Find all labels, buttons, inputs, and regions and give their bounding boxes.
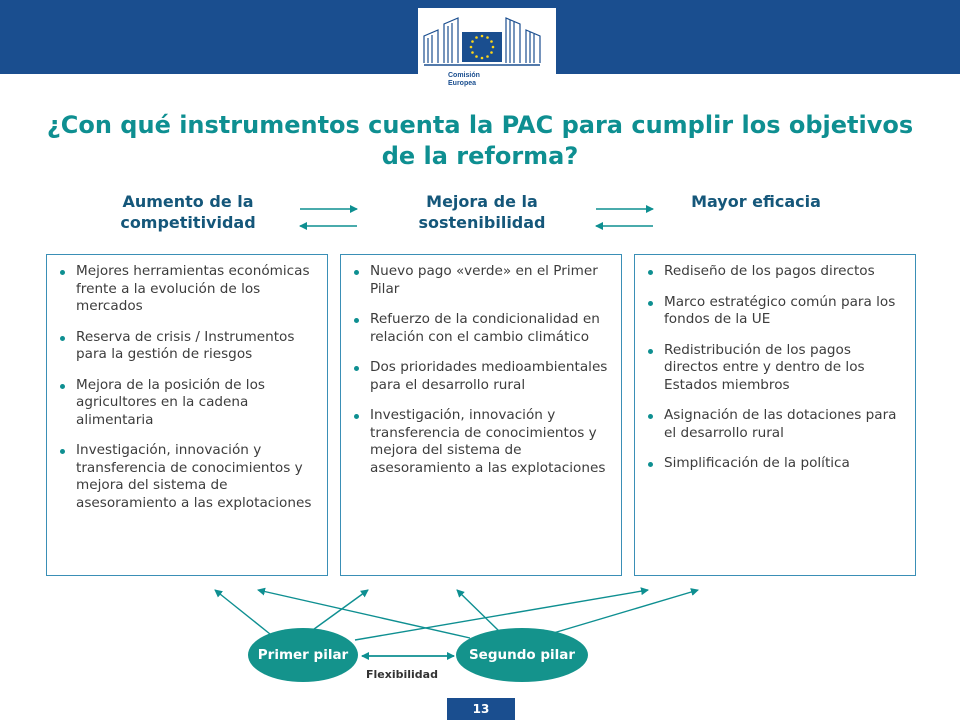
list-item: Simplificación de la política: [647, 455, 905, 473]
logo-wordmark: Comisión Europea: [448, 72, 480, 87]
list-item: Mejores herramientas económicas frente a la evolución de los mercados: [59, 263, 317, 316]
slide-title: ¿Con qué instrumentos cuenta la PAC para cumplir los objetivos de la reforma?: [46, 111, 914, 170]
list-item: Mejora de la posición de los agricultores en la cadena alimentaria: [59, 377, 317, 430]
list-item: Asignación de las dotaciones para el desarrollo rural: [647, 407, 905, 442]
column-heading-eficacia: Mayor eficacia: [691, 192, 821, 211]
list-item: Marco estratégico común para los fondos de la UE: [647, 294, 905, 329]
arrow-primer-sostenibilidad: [310, 590, 368, 632]
list-item: Investigación, innovación y transferencia de conocimientos y mejora del sistema de asesoramiento a las explotaciones: [353, 407, 611, 477]
list-item: Refuerzo de la condicionalidad en relación con el cambio climático: [353, 311, 611, 346]
page-number: 13: [447, 698, 515, 720]
list-item: Investigación, innovación y transferencia de conocimientos y mejora del sistema de asesoramiento a las explotaciones: [59, 442, 317, 512]
list-item: Redistribución de los pagos directos entre y dentro de los Estados miembros: [647, 342, 905, 395]
list-item: Rediseño de los pagos directos: [647, 263, 905, 281]
arrow-primer-competitividad: [215, 590, 270, 634]
pillar-segundo: Segundo pilar: [456, 628, 588, 682]
flexibility-label: Flexibilidad: [366, 668, 438, 681]
column-heading-sostenibilidad: Mejora de la sostenibilidad: [418, 192, 546, 232]
pillar-primer: Primer pilar: [248, 628, 358, 682]
list-item: Dos prioridades medioambientales para el desarrollo rural: [353, 359, 611, 394]
list-item: Reserva de crisis / Instrumentos para la gestión de riesgos: [59, 329, 317, 364]
column-heading-competitividad: Aumento de la competitividad: [120, 192, 256, 232]
arrow-segundo-sostenibilidad: [457, 590, 500, 632]
arrow-segundo-eficacia: [550, 590, 698, 634]
list-item: Nuevo pago «verde» en el Primer Pilar: [353, 263, 611, 298]
